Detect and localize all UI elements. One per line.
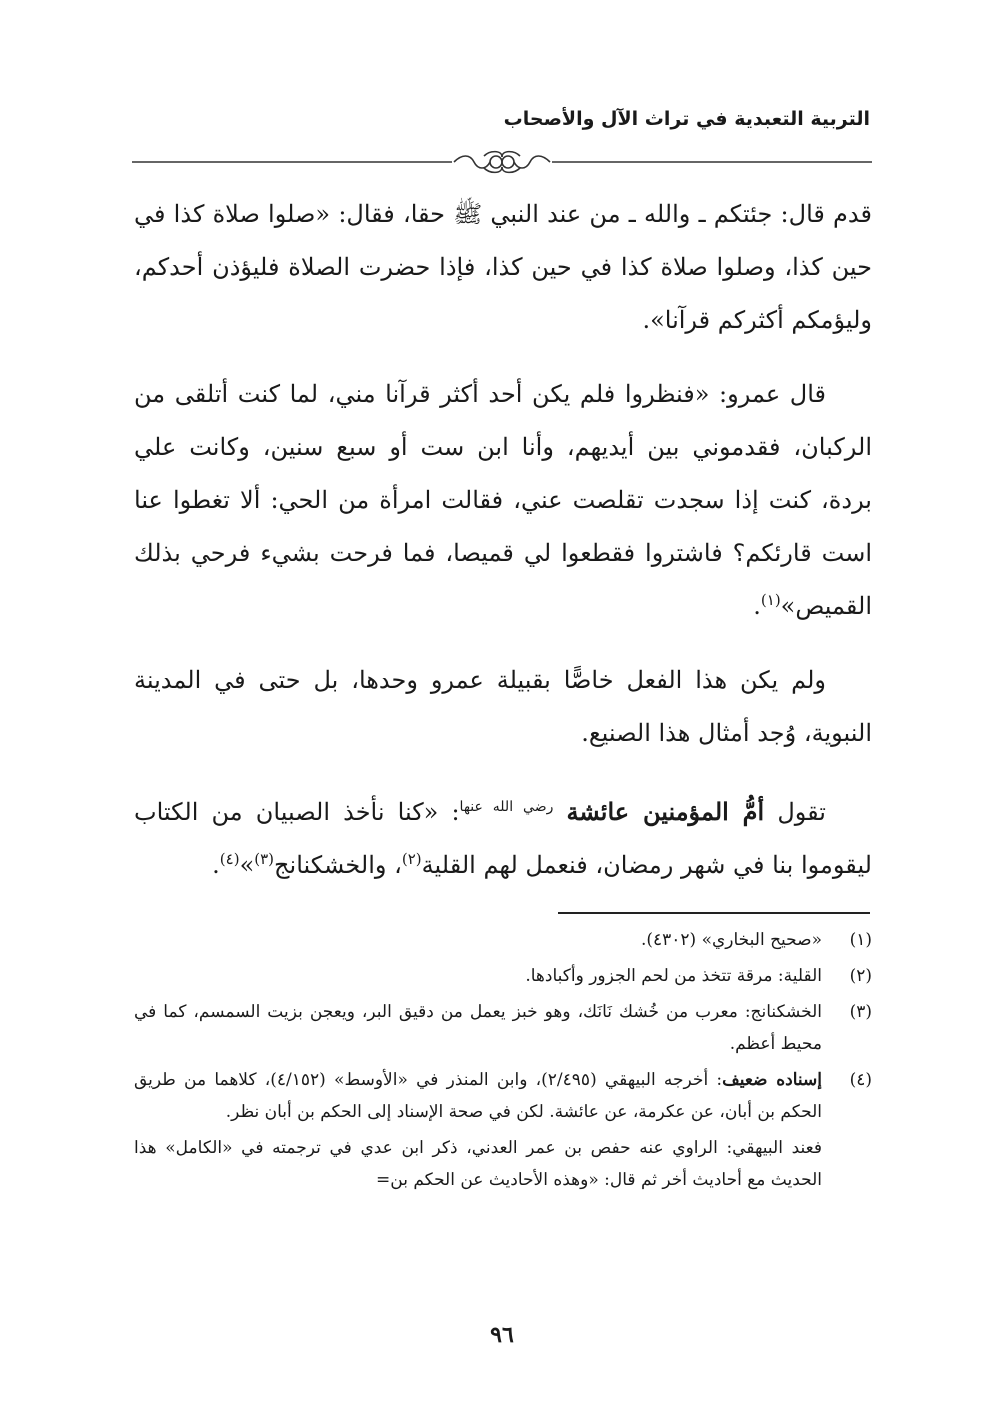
ornamental-divider-icon	[132, 148, 872, 176]
footnote-ref-1[interactable]: (١)	[760, 591, 781, 609]
page-number: ٩٦	[490, 1322, 514, 1348]
footnote-1-text: «صحيح البخاري» (٤٣٠٢).	[640, 930, 822, 950]
paragraph-4-end: .	[212, 851, 220, 879]
aisha-name: أمُّ المؤمنين عائشة	[566, 797, 765, 826]
honorific-glyph: رضي الله عنها	[459, 799, 554, 815]
footnote-3	[134, 996, 872, 1060]
footnote-4-bold: إسناده ضعيف	[722, 1070, 822, 1090]
paragraph-1	[134, 188, 872, 347]
footnote-4-body	[134, 1064, 822, 1128]
footnote-2-number: (٢)	[849, 966, 872, 986]
paragraph-4-lead: تقول	[764, 798, 826, 826]
footnote-ref-4[interactable]: (٤)	[219, 850, 240, 868]
footnote-3-text: الخشكنانج: معرب من خُشك نَانَك، وهو خبز يعمل من دقيق البر، ويعجن بزيت السمسم، كما في محيط أعظم.	[134, 1002, 822, 1054]
footnotes	[134, 924, 872, 1196]
paragraph-4	[134, 781, 872, 892]
paragraph-3-text: ولم يكن هذا الفعل خاصًّا بقبيلة عمرو وحدها، بل حتى في المدينة النبوية، وُجد أمثال هذا الصنيع.	[134, 666, 872, 747]
footnote-2	[134, 960, 872, 992]
footnote-ref-2[interactable]: (٢)	[401, 850, 422, 868]
paragraph-2-text: قال عمرو: «فنظروا فلم يكن أحد أكثر قرآنا مني، لما كنت أتلقى من الركبان، فقدموني بين أيديهم، وأنا ابن ست أو سبع سنين، وكانت علي بردة، كنت إذا سجدت تقلصت عني، فقالت امرأة من الحي: ألا تغطوا عنا است قارئكم؟ فاشتروا فقطعوا لي قميصا، فما فرحت بشيء فرحي بذلك القميص»	[134, 380, 872, 620]
main-text	[134, 188, 872, 892]
paragraph-2	[134, 368, 872, 633]
footnote-2-text: القلية: مرقة تتخذ من لحم الجزور وأكبادها.	[525, 966, 822, 986]
running-title: التربية التعبدية في تراث الآل والأصحاب	[503, 108, 870, 130]
footnote-4	[134, 1064, 872, 1128]
footnote-4-continuation: فعند البيهقي: الراوي عنه حفص بن عمر العدني، ذكر ابن عدي في ترجمته في «الكامل» هذا الحديث مع أحاديث أخر ثم قال: «وهذه الأحاديث عن الحكم بن=	[134, 1138, 822, 1190]
paragraph-1-text: قدم قال: جئتكم ـ والله ـ من عند النبي ﷺ حقا، فقال: «صلوا صلاة كذا في حين كذا، وصلوا صلاة كذا في حين كذا، فإذا حضرت الصلاة فليؤذن أحدكم، وليؤمكم أكثركم قرآنا».	[134, 200, 872, 334]
footnote-1	[134, 924, 872, 956]
paragraph-4-text-a: : «كنا نأخذ الصبيان من الكتاب ليقوموا بنا في شهر رمضان، فنعمل لهم القلية	[134, 798, 872, 879]
footnote-4-number: (٤)	[849, 1070, 872, 1090]
paragraph-2-end: .	[753, 592, 761, 620]
paragraph-3	[134, 654, 872, 760]
paragraph-4-text-b: ، والخشكنانج	[274, 851, 402, 879]
footnote-separator	[558, 912, 870, 914]
footnote-3-number: (٣)	[849, 1002, 872, 1022]
footnote-4-text: : أخرجه البيهقي (٢/٤٩٥)، وابن المنذر في «الأوسط» (٤/١٥٢)، كلاهما من طريق الحكم بن أبان، عن عكرمة، عن عائشة. لكن في صحة الإسناد إلى الحكم بن أبان نظر.	[134, 1070, 822, 1122]
footnote-1-number: (١)	[849, 930, 872, 950]
paragraph-4-text-c: »	[239, 851, 255, 879]
footnote-ref-3[interactable]: (٣)	[254, 850, 275, 868]
